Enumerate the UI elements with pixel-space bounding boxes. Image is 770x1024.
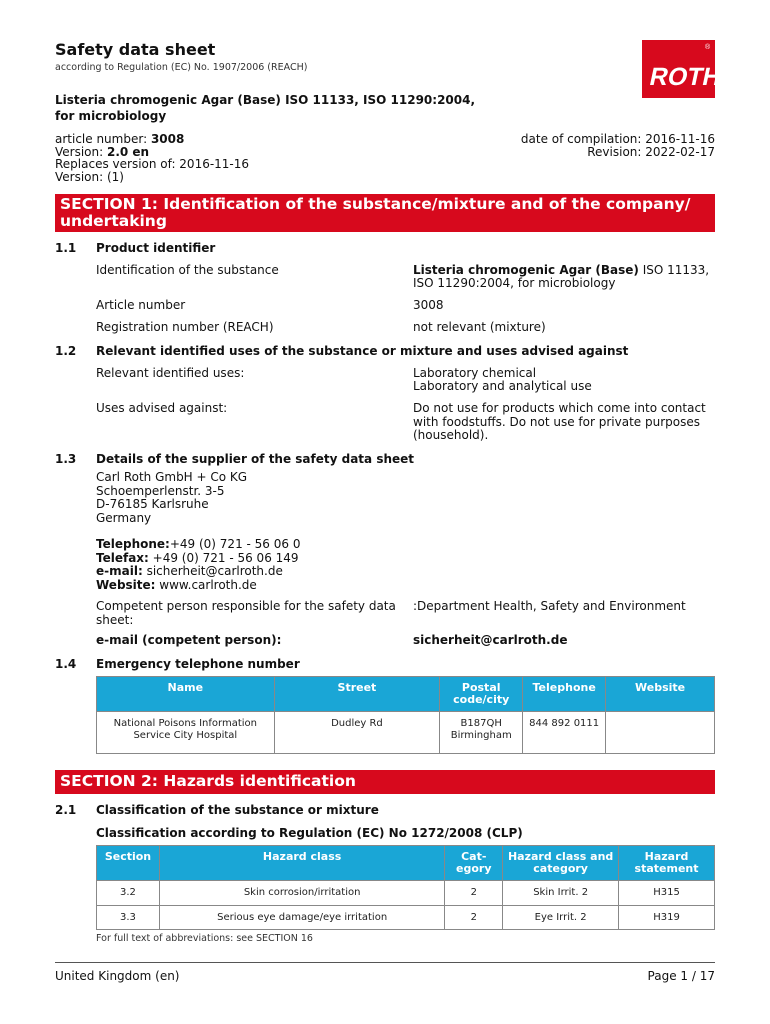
email-label: e-mail: <box>96 564 143 578</box>
subsection-heading: Product identifier <box>96 241 216 255</box>
abbreviations-footnote: For full text of abbreviations: see SECTION 16 <box>96 933 313 944</box>
city-address: D-76185 Karlsruhe <box>96 497 209 511</box>
table-cell: H319 <box>619 905 715 930</box>
document-subtitle: according to Regulation (EC) No. 1907/2006 (REACH) <box>55 62 308 73</box>
column-header: Hazard class <box>159 846 444 881</box>
competent-person-value: :Department Health, Safety and Environment <box>413 599 686 613</box>
date-meta <box>521 133 715 158</box>
section-2-heading: SECTION 2: Hazards identification <box>55 770 715 794</box>
version-value: 2.0 en <box>106 144 150 159</box>
subsection-number: 2.1 <box>55 803 77 817</box>
article-number-value: 3008 <box>150 132 185 146</box>
footer-locale: United Kingdom (en) <box>55 969 180 983</box>
compilation-date: date of compilation: 2016-11-16 <box>520 132 715 146</box>
identification-label: Identification of the substance <box>96 263 279 277</box>
supplier-address <box>96 471 247 525</box>
column-header: Telephone <box>523 677 606 712</box>
document-title: Safety data sheet <box>55 40 216 59</box>
roth-logo <box>642 40 724 98</box>
identified-use: Laboratory and analytical use <box>413 379 592 393</box>
product-title: Listeria chromogenic Agar (Base) ISO 11133, ISO 11290:2004, for microbiology <box>55 93 476 123</box>
identification-value <box>413 264 713 290</box>
identification-value-name: Listeria chromogenic Agar (Base) <box>413 263 639 277</box>
revision-date: Revision: 2022-02-17 <box>587 144 715 159</box>
table-cell: 2 <box>445 881 503 906</box>
hazard-classification-table <box>96 845 715 930</box>
website-label: Website: <box>96 577 156 592</box>
competent-email-value[interactable]: sicherheit@carlroth.de <box>413 633 568 647</box>
logo-text: ROTH <box>647 63 724 91</box>
country: Germany <box>96 510 152 525</box>
subsection-number: 1.4 <box>55 657 77 671</box>
street-address: Schoemperlenstr. 3-5 <box>96 483 225 498</box>
registration-number-value: not relevant (mixture) <box>413 320 546 334</box>
table-cell: Eye Irrit. 2 <box>503 905 619 930</box>
telefax-value: +49 (0) 721 - 56 06 149 <box>148 550 299 565</box>
subsection-heading: Relevant identified uses of the substance or mixture and uses advised against <box>96 344 629 358</box>
subsection-number: 1.1 <box>55 241 77 255</box>
website-link[interactable]: www.carlroth.de <box>155 577 257 592</box>
emergency-contacts-table <box>96 676 715 754</box>
table-cell: 2 <box>445 905 503 930</box>
footer-divider <box>55 962 715 963</box>
email-link[interactable]: sicherheit@carlroth.de <box>142 564 283 578</box>
table-cell: National Poisons Information Service City Hospital <box>97 712 275 754</box>
table-cell: H315 <box>619 881 715 906</box>
supplier-contacts <box>96 538 300 592</box>
table-cell: B187QH Birmingham <box>440 712 523 754</box>
logo-registered-mark: ® <box>705 44 711 51</box>
telephone-value: +49 (0) 721 - 56 06 0 <box>169 537 301 551</box>
version-label: Version: <box>55 144 107 159</box>
identified-uses-value <box>413 367 713 393</box>
subsection-heading: Classification of the substance or mixture <box>96 803 379 817</box>
subsection-heading: Emergency telephone number <box>96 657 300 671</box>
column-header: Hazard statement <box>619 846 715 881</box>
competent-email-label: e-mail (competent person): <box>96 633 282 647</box>
telephone-label: Telephone: <box>96 537 170 551</box>
column-header: Name <box>97 677 275 712</box>
column-header: Street <box>274 677 440 712</box>
article-number-field-label: Article number <box>96 298 186 312</box>
uses-advised-against-value: Do not use for products which come into contact with foodstuffs. Do not use for private purposes (household). <box>413 401 706 442</box>
table-row <box>97 881 715 906</box>
page-number: Page 1 / 17 <box>647 969 715 983</box>
table-cell: 3.3 <box>97 905 160 930</box>
identified-uses-label: Relevant identified uses: <box>96 366 245 380</box>
table-cell: 844 892 0111 <box>523 712 606 754</box>
telefax-label: Telefax: <box>96 550 149 565</box>
classification-subheading: Classification according to Regulation (EC) No 1272/2008 (CLP) <box>96 826 523 840</box>
table-cell <box>606 712 715 754</box>
uses-advised-against-label: Uses advised against: <box>96 401 228 415</box>
table-cell: Skin corrosion/irritation <box>159 881 444 906</box>
replaces-version: Replaces version of: 2016-11-16 <box>55 157 250 171</box>
competent-person-label: Competent person responsible for the safety data sheet: <box>96 599 396 627</box>
column-header: Cat-egory <box>445 846 503 881</box>
subsection-number: 1.2 <box>55 344 77 358</box>
column-header: Postal code/city <box>440 677 523 712</box>
article-number-label: article number: <box>55 132 151 146</box>
table-cell: Dudley Rd <box>274 712 440 754</box>
column-header: Section <box>97 846 160 881</box>
table-row <box>97 712 715 754</box>
replaces-version-number: Version: (1) <box>55 169 124 184</box>
table-header-row <box>97 677 715 712</box>
subsection-number: 1.3 <box>55 452 77 466</box>
subsection-heading: Details of the supplier of the safety data sheet <box>96 452 415 466</box>
registration-number-label: Registration number (REACH) <box>96 320 274 334</box>
identification-value-detail: ISO 11133, ISO 11290:2004, for microbiology <box>413 263 710 290</box>
company-name: Carl Roth GmbH + Co KG <box>96 470 248 484</box>
table-cell: 3.2 <box>97 881 160 906</box>
section-1-heading: SECTION 1: Identification of the substance/mixture and of the company/ undertaking <box>55 194 715 232</box>
article-meta <box>55 133 249 183</box>
table-cell: Serious eye damage/eye irritation <box>159 905 444 930</box>
column-header: Website <box>606 677 715 712</box>
column-header: Hazard class and category <box>503 846 619 881</box>
table-header-row <box>97 846 715 881</box>
table-row <box>97 905 715 930</box>
table-cell: Skin Irrit. 2 <box>503 881 619 906</box>
article-number-field-value: 3008 <box>413 298 444 312</box>
identified-use: Laboratory chemical <box>413 366 537 380</box>
